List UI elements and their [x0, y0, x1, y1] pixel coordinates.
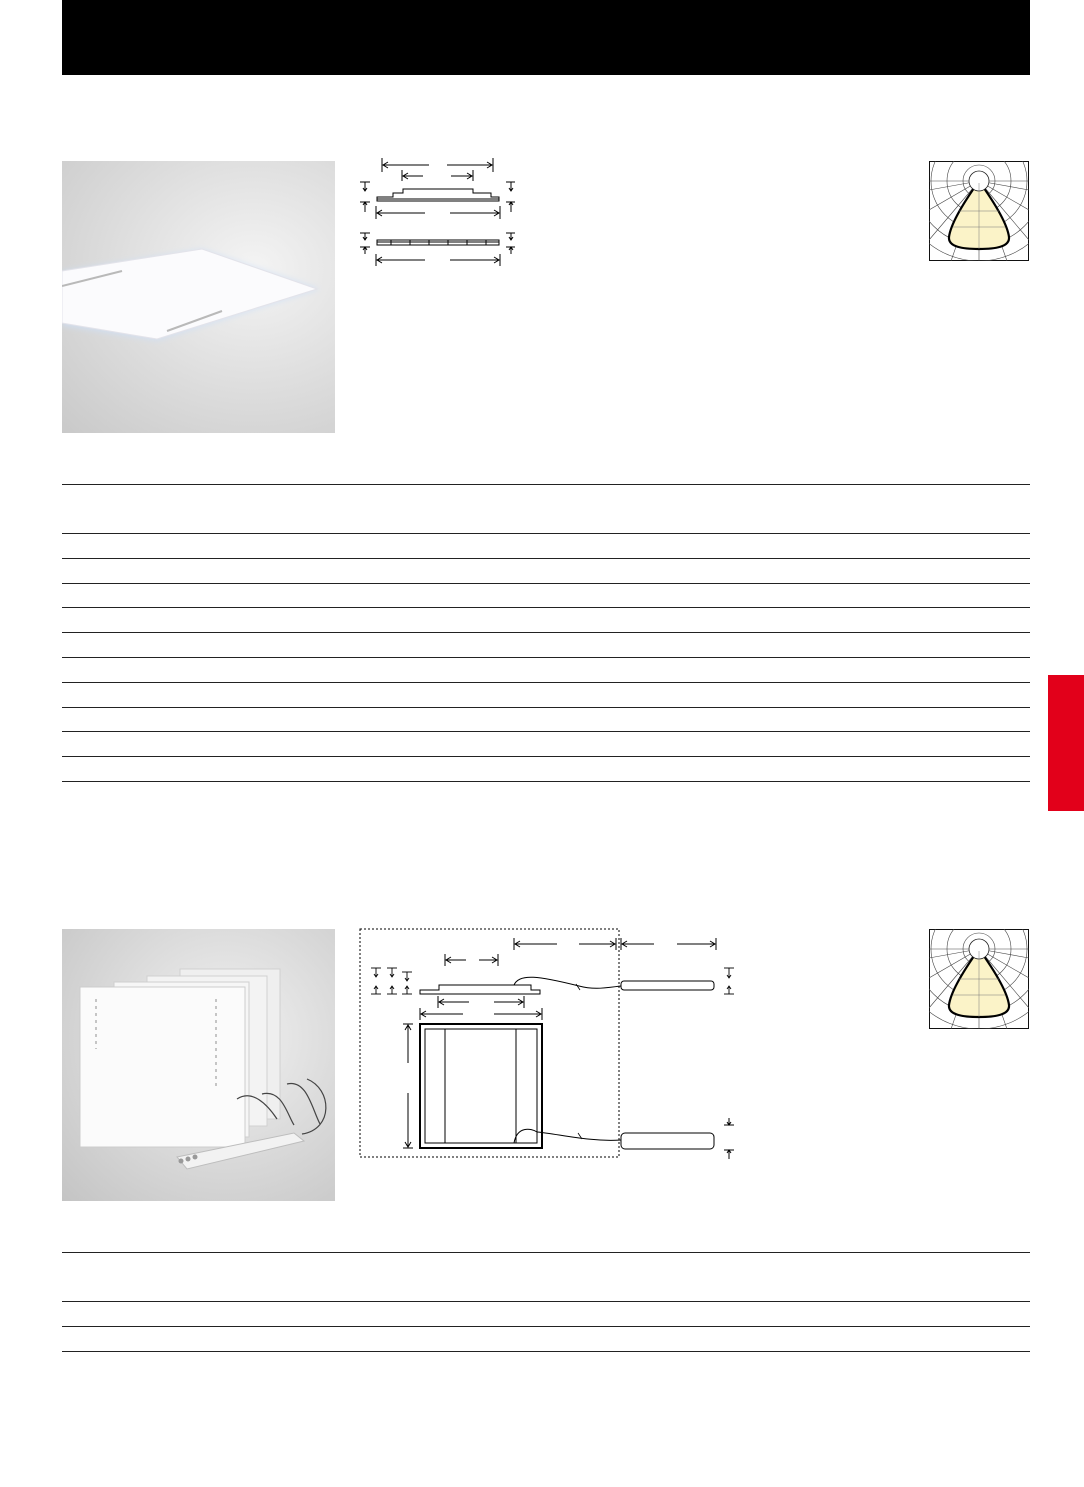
table-rule — [62, 484, 1030, 485]
table-rule — [62, 1252, 1030, 1253]
product-photo — [62, 929, 335, 1201]
table-rule — [62, 607, 1030, 608]
table-rule — [62, 1326, 1030, 1327]
table-rule — [62, 558, 1030, 559]
table-rule — [62, 583, 1030, 584]
table-rule — [62, 682, 1030, 683]
section-tab[interactable] — [1048, 675, 1084, 811]
table-rule — [62, 657, 1030, 658]
product-photo — [62, 161, 335, 433]
table-rule — [62, 1351, 1030, 1352]
dimension-drawing-1 — [355, 156, 515, 268]
header-bar — [62, 0, 1030, 75]
polar-diagram-icon — [929, 929, 1029, 1029]
table-rule — [62, 533, 1030, 534]
table-rule — [62, 632, 1030, 633]
table-rule — [62, 756, 1030, 757]
table-rule — [62, 731, 1030, 732]
polar-diagram-icon — [929, 161, 1029, 261]
table-rule — [62, 1301, 1030, 1302]
table-rule — [62, 781, 1030, 782]
table-rule — [62, 707, 1030, 708]
dimension-drawing-2 — [359, 928, 734, 1162]
